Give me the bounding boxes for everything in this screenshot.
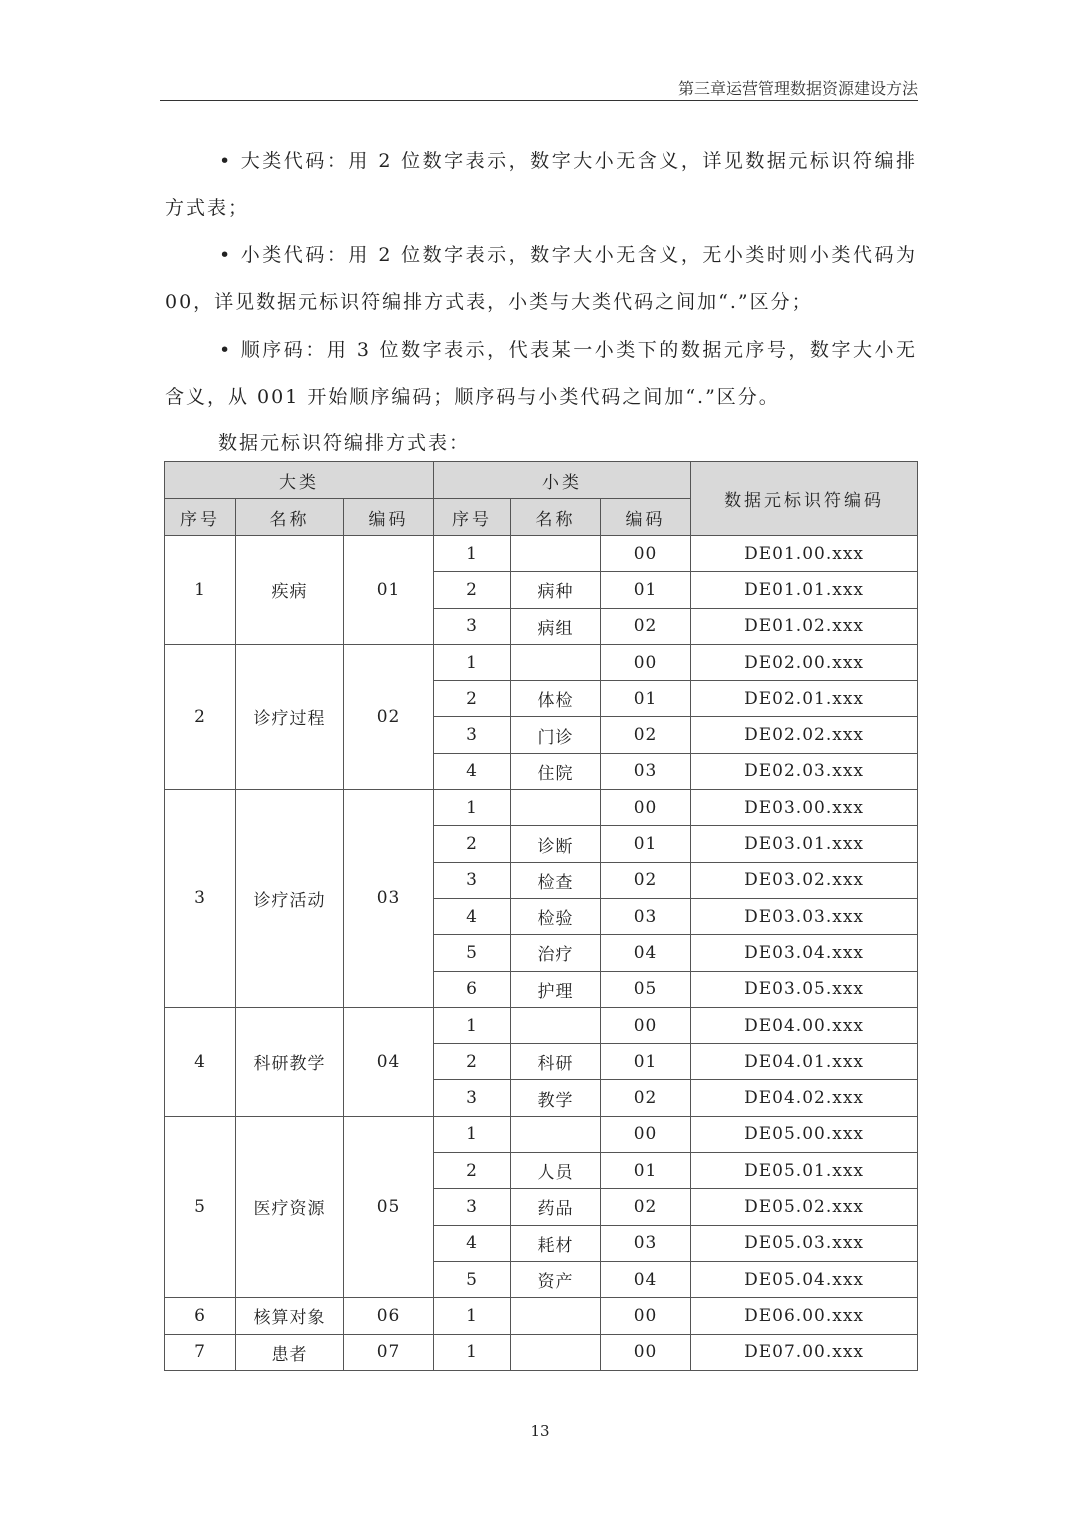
minor-seq-cell: 2: [434, 1153, 511, 1189]
minor-name-cell: 教学: [511, 1080, 601, 1116]
minor-code-cell: 02: [601, 1080, 691, 1116]
identifier-code-cell: DE02.03.xxx: [691, 753, 918, 789]
minor-name-cell: 人员: [511, 1153, 601, 1189]
minor-seq-cell: 1: [434, 1116, 511, 1152]
minor-name-cell: [511, 536, 601, 572]
minor-name-cell: 检查: [511, 862, 601, 898]
table-row: [165, 536, 918, 572]
minor-seq-cell: 3: [434, 717, 511, 753]
minor-seq-cell: 4: [434, 898, 511, 934]
minor-seq-cell: 4: [434, 753, 511, 789]
major-seq-cell: 6: [165, 1298, 236, 1334]
minor-name-cell: 科研: [511, 1044, 601, 1080]
major-name-cell: 诊疗活动: [236, 790, 344, 1008]
minor-seq-cell: 5: [434, 1261, 511, 1297]
minor-name-cell: [511, 1007, 601, 1043]
minor-code-cell: 00: [601, 1334, 691, 1370]
header-minor: 小类: [434, 462, 691, 499]
minor-seq-cell: 3: [434, 1080, 511, 1116]
table-caption: 数据元标识符编排方式表：: [218, 432, 471, 454]
minor-code-cell: 01: [601, 572, 691, 608]
minor-code-cell: 04: [601, 935, 691, 971]
minor-name-cell: 门诊: [511, 717, 601, 753]
major-seq-cell: 5: [165, 1116, 236, 1297]
major-code-cell: 04: [344, 1007, 434, 1116]
minor-code-cell: 04: [601, 1261, 691, 1297]
minor-code-cell: 00: [601, 790, 691, 826]
minor-seq-cell: 3: [434, 1189, 511, 1225]
paragraph-text: • 小类代码：用 2 位数字表示，数字大小无含义，无小类时则小类代码为 00，详见数据元标识符编排方式表，小类与大类代码之间加“.”区分；: [165, 244, 917, 313]
paragraph-major-code: [165, 138, 917, 232]
minor-name-cell: 体检: [511, 681, 601, 717]
identifier-code-cell: DE05.04.xxx: [691, 1261, 918, 1297]
minor-name-cell: 病种: [511, 572, 601, 608]
minor-code-cell: 00: [601, 1007, 691, 1043]
identifier-code-cell: DE05.03.xxx: [691, 1225, 918, 1261]
identifier-code-cell: DE05.02.xxx: [691, 1189, 918, 1225]
identifier-code-cell: DE01.02.xxx: [691, 608, 918, 644]
identifier-code-cell: DE03.03.xxx: [691, 898, 918, 934]
major-name-cell: 疾病: [236, 536, 344, 645]
major-code-cell: 05: [344, 1116, 434, 1297]
table-row: [165, 644, 918, 680]
header-major-code: 编码: [344, 499, 434, 536]
major-code-cell: 02: [344, 644, 434, 789]
header-identifier-code: 数据元标识符编码: [691, 462, 918, 536]
minor-name-cell: [511, 790, 601, 826]
major-code-cell: 06: [344, 1298, 434, 1334]
minor-name-cell: 耗材: [511, 1225, 601, 1261]
header-minor-code: 编码: [601, 499, 691, 536]
header-major: 大类: [165, 462, 434, 499]
minor-code-cell: 02: [601, 608, 691, 644]
minor-seq-cell: 2: [434, 681, 511, 717]
page-number: 13: [530, 1422, 550, 1440]
minor-name-cell: 护理: [511, 971, 601, 1007]
minor-seq-cell: 5: [434, 935, 511, 971]
table-row: [165, 1007, 918, 1043]
minor-code-cell: 01: [601, 681, 691, 717]
minor-seq-cell: 2: [434, 826, 511, 862]
major-name-cell: 医疗资源: [236, 1116, 344, 1297]
minor-name-cell: 住院: [511, 753, 601, 789]
identifier-code-cell: DE03.00.xxx: [691, 790, 918, 826]
minor-code-cell: 00: [601, 1298, 691, 1334]
major-name-cell: 患者: [236, 1334, 344, 1370]
identifier-code-cell: DE06.00.xxx: [691, 1298, 918, 1334]
identifier-code-cell: DE04.00.xxx: [691, 1007, 918, 1043]
minor-seq-cell: 4: [434, 1225, 511, 1261]
minor-code-cell: 01: [601, 1153, 691, 1189]
identifier-code-cell: DE04.02.xxx: [691, 1080, 918, 1116]
table-row: [165, 790, 918, 826]
identifier-code-cell: DE07.00.xxx: [691, 1334, 918, 1370]
major-seq-cell: 2: [165, 644, 236, 789]
minor-seq-cell: 1: [434, 790, 511, 826]
minor-code-cell: 00: [601, 1116, 691, 1152]
minor-code-cell: 02: [601, 717, 691, 753]
identifier-code-cell: DE03.01.xxx: [691, 826, 918, 862]
major-name-cell: 核算对象: [236, 1298, 344, 1334]
minor-code-cell: 02: [601, 1189, 691, 1225]
identifier-code-cell: DE05.00.xxx: [691, 1116, 918, 1152]
minor-name-cell: [511, 644, 601, 680]
header-title: 第三章运营管理数据资源建设方法: [677, 79, 918, 98]
minor-seq-cell: 1: [434, 536, 511, 572]
running-header: [160, 74, 918, 101]
major-code-cell: 07: [344, 1334, 434, 1370]
table-row: [165, 1298, 918, 1334]
paragraph-minor-code: [165, 232, 917, 326]
major-seq-cell: 4: [165, 1007, 236, 1116]
major-name-cell: 科研教学: [236, 1007, 344, 1116]
identifier-code-cell: DE03.05.xxx: [691, 971, 918, 1007]
table-row: [165, 1334, 918, 1370]
minor-code-cell: 03: [601, 898, 691, 934]
minor-code-cell: 00: [601, 536, 691, 572]
paragraph-sequence-code: [165, 327, 917, 421]
header-major-seq: 序号: [165, 499, 236, 536]
identifier-code-cell: DE01.01.xxx: [691, 572, 918, 608]
minor-name-cell: [511, 1334, 601, 1370]
minor-seq-cell: 2: [434, 1044, 511, 1080]
minor-seq-cell: 1: [434, 644, 511, 680]
header-minor-seq: 序号: [434, 499, 511, 536]
minor-name-cell: 药品: [511, 1189, 601, 1225]
minor-code-cell: 01: [601, 1044, 691, 1080]
minor-seq-cell: 1: [434, 1298, 511, 1334]
major-seq-cell: 3: [165, 790, 236, 1008]
identifier-code-cell: DE04.01.xxx: [691, 1044, 918, 1080]
identifier-code-cell: DE03.04.xxx: [691, 935, 918, 971]
paragraph-text: • 顺序码：用 3 位数字表示，代表某一小类下的数据元序号，数字大小无含义，从 001 开始顺序编码；顺序码与小类代码之间加“.”区分。: [165, 339, 917, 408]
identifier-code-cell: DE02.02.xxx: [691, 717, 918, 753]
minor-seq-cell: 6: [434, 971, 511, 1007]
minor-name-cell: 病组: [511, 608, 601, 644]
minor-code-cell: 05: [601, 971, 691, 1007]
minor-seq-cell: 2: [434, 572, 511, 608]
minor-seq-cell: 3: [434, 608, 511, 644]
major-seq-cell: 1: [165, 536, 236, 645]
minor-seq-cell: 3: [434, 862, 511, 898]
identifier-code-cell: DE02.00.xxx: [691, 644, 918, 680]
minor-seq-cell: 1: [434, 1334, 511, 1370]
header-major-name: 名称: [236, 499, 344, 536]
minor-seq-cell: 1: [434, 1007, 511, 1043]
minor-name-cell: 检验: [511, 898, 601, 934]
minor-name-cell: [511, 1116, 601, 1152]
major-name-cell: 诊疗过程: [236, 644, 344, 789]
minor-code-cell: 01: [601, 826, 691, 862]
minor-name-cell: [511, 1298, 601, 1334]
minor-code-cell: 02: [601, 862, 691, 898]
minor-code-cell: 03: [601, 753, 691, 789]
minor-name-cell: 诊断: [511, 826, 601, 862]
table-body: [165, 536, 918, 1371]
major-seq-cell: 7: [165, 1334, 236, 1370]
major-code-cell: 01: [344, 536, 434, 645]
minor-code-cell: 03: [601, 1225, 691, 1261]
minor-name-cell: 资产: [511, 1261, 601, 1297]
identifier-code-cell: DE02.01.xxx: [691, 681, 918, 717]
header-minor-name: 名称: [511, 499, 601, 536]
minor-name-cell: 治疗: [511, 935, 601, 971]
paragraph-text: • 大类代码：用 2 位数字表示，数字大小无含义，详见数据元标识符编排方式表；: [165, 150, 917, 219]
identifier-code-cell: DE05.01.xxx: [691, 1153, 918, 1189]
minor-code-cell: 00: [601, 644, 691, 680]
identifier-code-cell: DE03.02.xxx: [691, 862, 918, 898]
major-code-cell: 03: [344, 790, 434, 1008]
identifier-table: [164, 461, 918, 1371]
identifier-code-cell: DE01.00.xxx: [691, 536, 918, 572]
table-row: [165, 1116, 918, 1152]
